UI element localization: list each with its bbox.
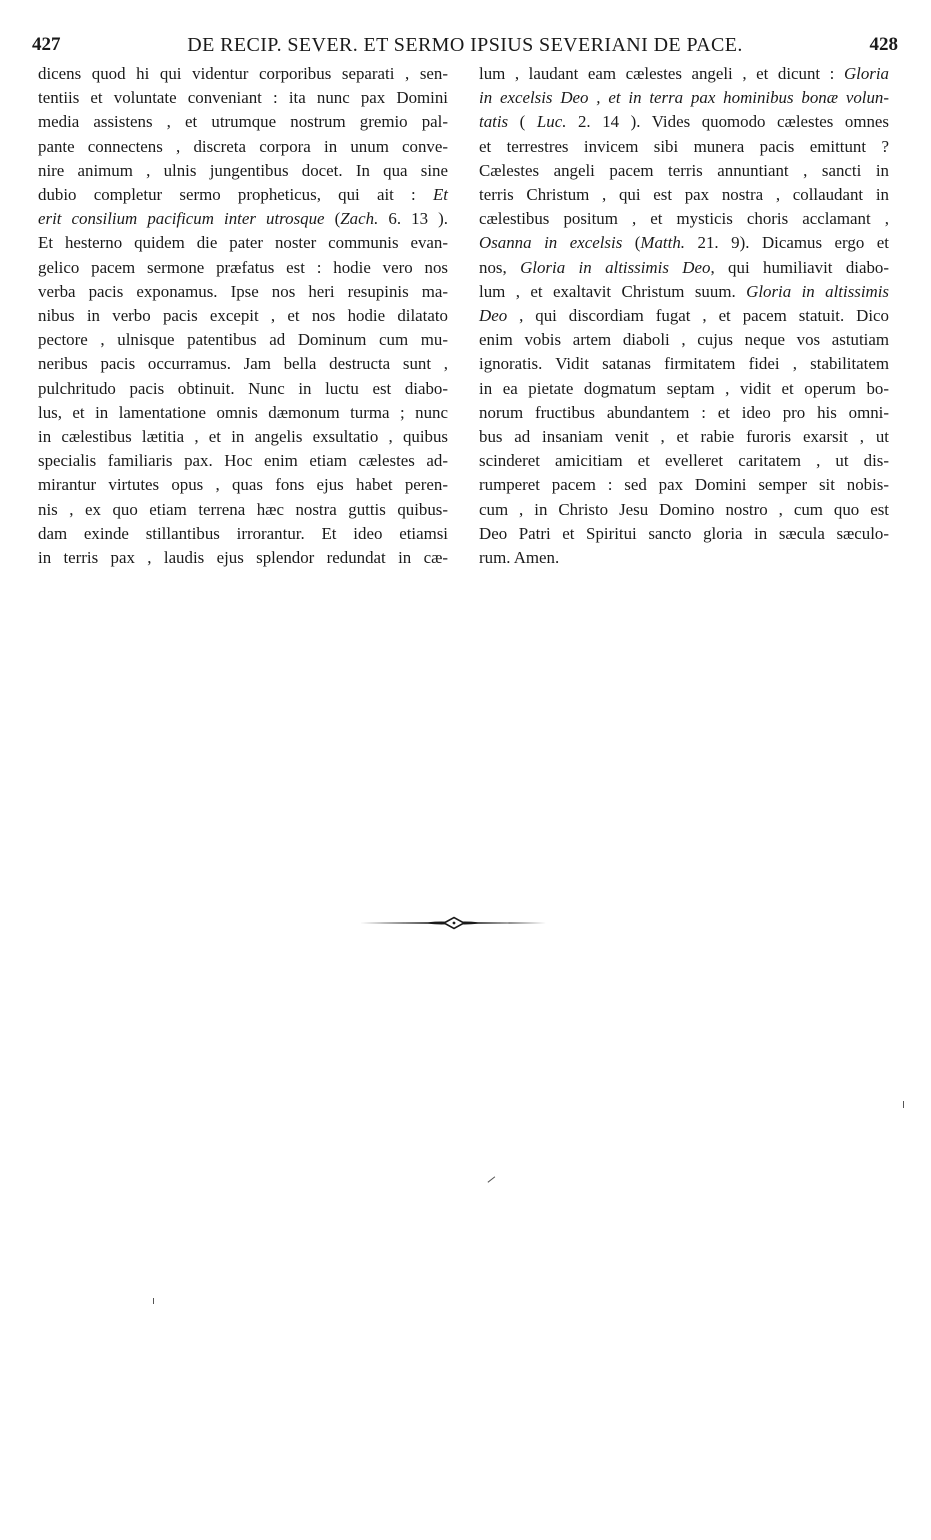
text-segment: rum. Amen. bbox=[479, 548, 560, 568]
running-head bbox=[32, 34, 898, 60]
text-segment: ignoratis. Vidit satanas firmitatem fidei , stabilitatem bbox=[479, 354, 889, 374]
text-line bbox=[479, 207, 889, 231]
text-line bbox=[38, 86, 448, 110]
text-line bbox=[38, 352, 448, 376]
italic-text: Deo bbox=[479, 306, 508, 326]
text-line bbox=[479, 135, 889, 159]
text-segment: bus ad insaniam venit , et rabie furoris exarsit , ut bbox=[479, 427, 889, 447]
italic-text: in excelsis Deo , et in terra pax hominibus bonæ volun- bbox=[479, 88, 889, 108]
italic-text: Gloria in altissimis Deo bbox=[520, 257, 711, 277]
text-line bbox=[479, 256, 889, 280]
text-segment: terris Christum , qui est pax nostra , collaudant in bbox=[479, 185, 889, 205]
text-segment: dubio completur sermo propheticus, qui ait : bbox=[38, 185, 433, 205]
text-segment: pante connectens , discreta corpora in unum conve- bbox=[38, 136, 448, 156]
italic-text: Gloria in altissimis bbox=[746, 281, 889, 301]
running-title: DE RECIP. SEVER. ET SERMO IPSIUS SEVERIANI DE PACE. bbox=[187, 34, 743, 56]
text-segment: nos, bbox=[479, 257, 521, 277]
text-line bbox=[479, 498, 889, 522]
text-line bbox=[38, 328, 448, 352]
text-line bbox=[38, 135, 448, 159]
text-line bbox=[38, 425, 448, 449]
text-line bbox=[479, 473, 889, 497]
text-segment: cælestibus positum , et mysticis choris acclamant , bbox=[479, 209, 889, 229]
text-segment: nis , ex quo etiam terrena hæc nostra guttis quibus- bbox=[38, 499, 448, 519]
italic-text: Luc. bbox=[536, 112, 567, 132]
text-segment: tentiis et voluntate conveniant : ita nunc pax Domini bbox=[38, 88, 448, 108]
text-segment: ( bbox=[508, 112, 537, 132]
text-line bbox=[479, 110, 889, 134]
text-line bbox=[38, 449, 448, 473]
text-line bbox=[479, 280, 889, 304]
text-segment: scinderet amicitiam et evelleret caritatem , ut dis- bbox=[479, 451, 889, 471]
text-line bbox=[479, 522, 889, 546]
text-column-right bbox=[479, 62, 889, 570]
italic-text: tatis bbox=[479, 112, 509, 132]
italic-text: Gloria bbox=[843, 64, 889, 83]
text-line bbox=[479, 86, 889, 110]
text-segment: neribus pacis occurramus. Jam bella destructa sunt , bbox=[38, 354, 448, 374]
text-line bbox=[38, 401, 448, 425]
stray-mark bbox=[903, 1101, 904, 1108]
text-column-left bbox=[38, 62, 448, 570]
text-line bbox=[38, 231, 448, 255]
text-segment: dam exinde stillantibus irrorantur. Et ideo etiamsi bbox=[38, 523, 448, 543]
end-ornament bbox=[358, 912, 548, 934]
text-segment: nire animum , ulnis jungentibus docet. In qua sine bbox=[38, 160, 448, 180]
text-line bbox=[38, 159, 448, 183]
text-line bbox=[479, 328, 889, 352]
text-line bbox=[38, 473, 448, 497]
page-number-left: 427 bbox=[32, 34, 61, 55]
text-segment: cum , in Christo Jesu Domino nostro , cum quo est bbox=[479, 499, 889, 519]
text-line bbox=[38, 522, 448, 546]
stray-mark bbox=[488, 1176, 496, 1183]
text-line bbox=[38, 256, 448, 280]
text-line bbox=[479, 304, 889, 328]
text-segment: lum , et exaltavit Christum suum. bbox=[479, 281, 747, 301]
text-line bbox=[38, 183, 448, 207]
text-segment: Deo Patri et Spiritui sancto gloria in sæcula sæculo- bbox=[479, 523, 889, 543]
text-line bbox=[479, 546, 889, 570]
text-segment: in terris pax , laudis ejus splendor redundat in cæ- bbox=[38, 548, 448, 568]
text-line bbox=[479, 183, 889, 207]
text-segment: gelico pacem sermone præfatus est : hodie vero nos bbox=[38, 257, 448, 277]
text-line bbox=[38, 304, 448, 328]
text-line bbox=[479, 159, 889, 183]
text-segment: ( bbox=[324, 209, 341, 229]
text-line bbox=[479, 425, 889, 449]
text-line bbox=[38, 498, 448, 522]
text-segment: ( bbox=[622, 233, 641, 253]
stray-mark bbox=[153, 1298, 154, 1304]
text-segment: enim vobis artem diaboli , cujus neque vos astutiam bbox=[479, 330, 889, 350]
text-segment: nibus in verbo pacis excepit , et nos hodie dilatato bbox=[38, 306, 448, 326]
text-line bbox=[479, 377, 889, 401]
text-segment: verba pacis exponamus. Ipse nos heri resupinis ma- bbox=[38, 281, 448, 301]
text-segment: pectore , ulnisque patentibus ad Dominum cum mu- bbox=[38, 330, 448, 350]
text-segment: lum , laudant eam cælestes angeli , et dicunt : bbox=[479, 64, 844, 83]
text-segment: , qui humiliavit diabo- bbox=[710, 257, 890, 277]
text-segment: in ea pietate dogmatum septam , vidit et operum bo- bbox=[479, 378, 889, 398]
text-segment: norum fructibus abundantem : et ideo pro his omni- bbox=[479, 402, 889, 422]
text-line bbox=[38, 110, 448, 134]
text-segment: mirantur virtutes opus , quas fons ejus habet peren- bbox=[38, 475, 448, 495]
page-number-right: 428 bbox=[869, 34, 898, 55]
text-segment: 2. 14 ). Vides quomodo cælestes omnes bbox=[566, 112, 890, 132]
text-segment: 6. 13 ). bbox=[378, 209, 449, 229]
text-line bbox=[38, 546, 448, 570]
text-segment: dicens quod hi qui videntur corporibus separati , sen- bbox=[38, 64, 448, 83]
text-line bbox=[479, 401, 889, 425]
text-segment: Et hesterno quidem die pater noster communis evan- bbox=[38, 233, 448, 253]
text-line bbox=[38, 62, 448, 86]
italic-text: erit consilium pacificum inter utrosque bbox=[38, 209, 325, 229]
text-line bbox=[479, 352, 889, 376]
italic-text: Zach. bbox=[340, 209, 379, 229]
text-segment: in cælestibus lætitia , et in angelis exsultatio , quibus bbox=[38, 427, 448, 447]
text-segment: et terrestres invicem sibi munera pacis emittunt ? bbox=[479, 136, 889, 156]
text-line bbox=[479, 449, 889, 473]
text-line bbox=[479, 62, 889, 86]
text-segment: media assistens , et utrumque nostrum gremio pal- bbox=[38, 112, 448, 132]
italic-text: Matth. bbox=[640, 233, 685, 253]
text-segment: , qui discordiam fugat , et pacem statuit. Dico bbox=[507, 306, 889, 326]
text-line bbox=[38, 377, 448, 401]
italic-text: Et bbox=[432, 185, 448, 205]
text-segment: lus, et in lamentatione omnis dæmonum turma ; nunc bbox=[38, 402, 448, 422]
text-line bbox=[38, 280, 448, 304]
text-segment: pulchritudo pacis obtinuit. Nunc in luctu est diabo- bbox=[38, 378, 448, 398]
text-segment: specialis familiaris pax. Hoc enim etiam cælestes ad- bbox=[38, 451, 448, 471]
text-segment: rumperet pacem : sed pax Domini semper sit nobis- bbox=[479, 475, 889, 495]
text-line bbox=[38, 207, 448, 231]
text-segment: Cælestes angeli pacem terris annuntiant , sancti in bbox=[479, 160, 889, 180]
text-segment: 21. 9). Dicamus ergo et bbox=[685, 233, 889, 253]
text-line bbox=[479, 231, 889, 255]
italic-text: Osanna in excelsis bbox=[479, 233, 623, 253]
